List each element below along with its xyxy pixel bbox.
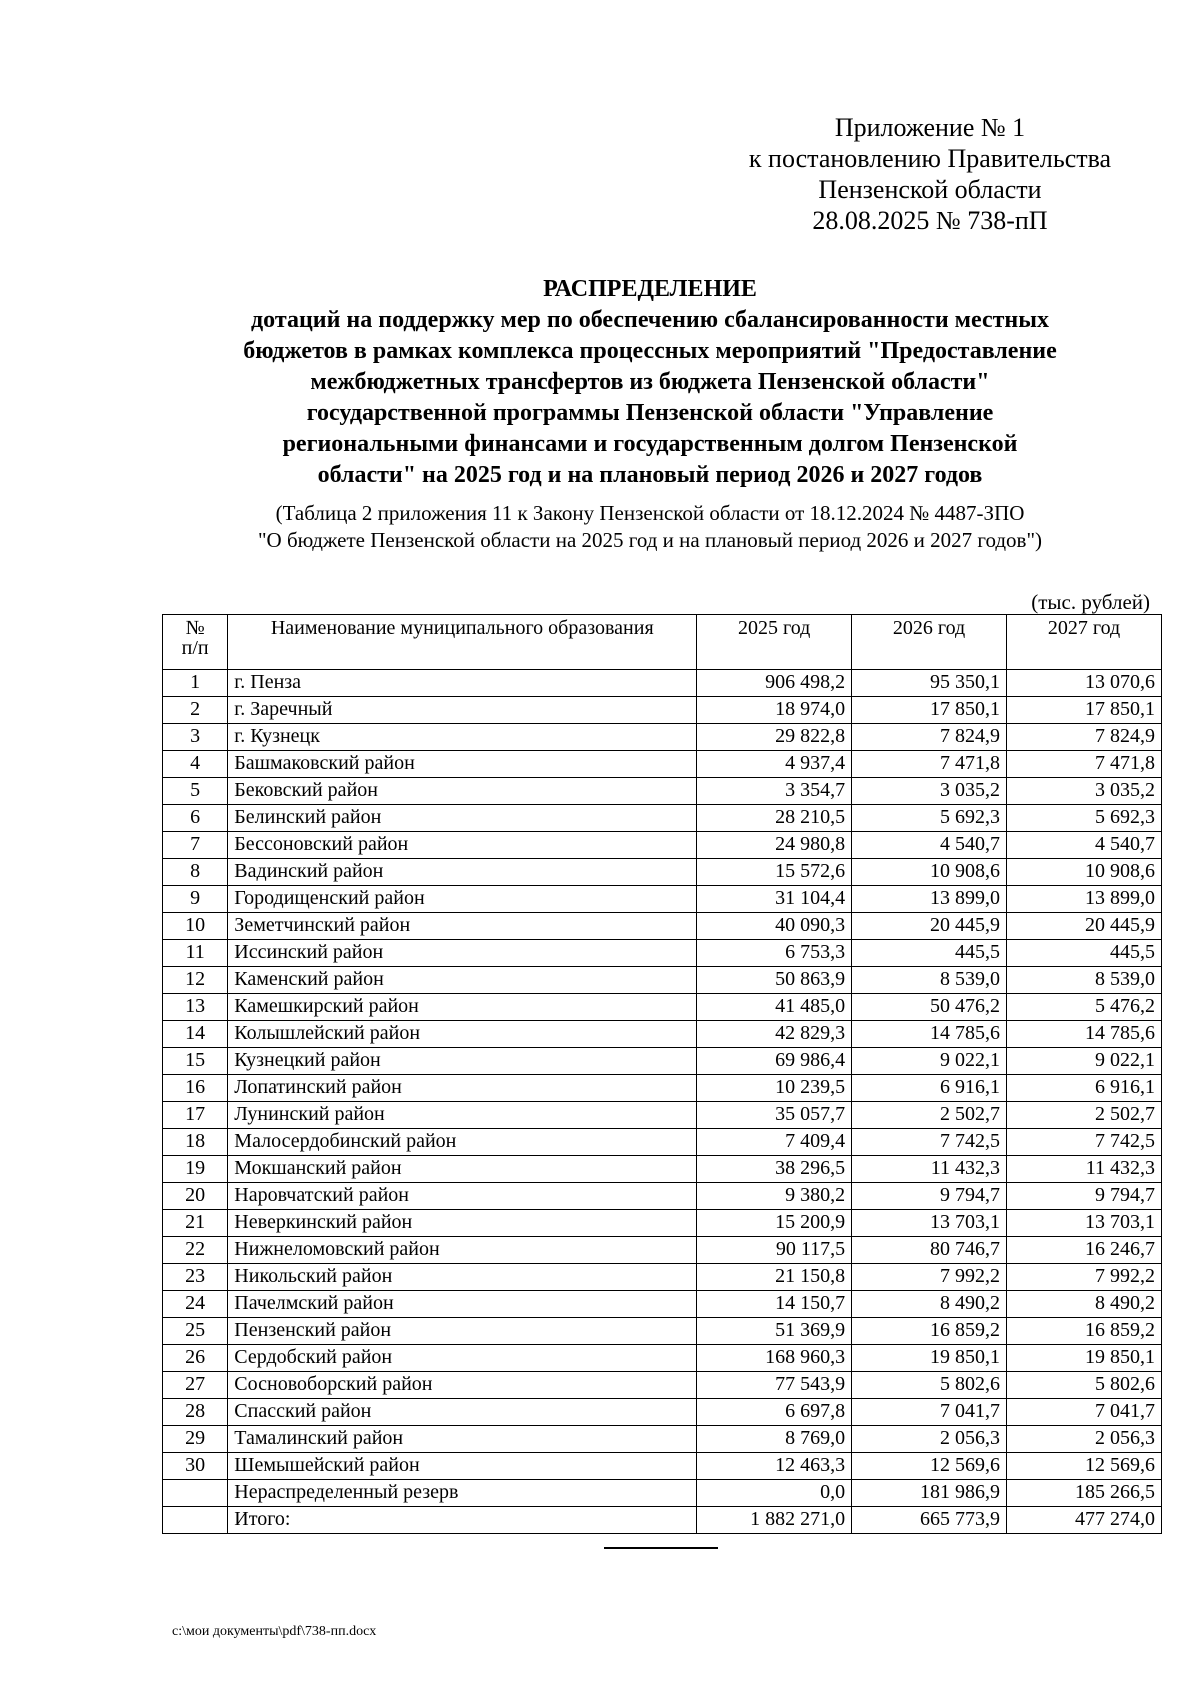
row-2026: 10 908,6 [852,859,1007,886]
row-2027: 2 502,7 [1007,1102,1162,1129]
row-2025: 35 057,7 [697,1102,852,1129]
row-name: Камешкирский район [228,994,697,1021]
row-2027: 13 070,6 [1007,670,1162,697]
row-2025: 69 986,4 [697,1048,852,1075]
row-2025: 4 937,4 [697,751,852,778]
row-2027: 7 992,2 [1007,1264,1162,1291]
table-row [163,724,1162,751]
table-row [163,670,1162,697]
row-2027: 13 899,0 [1007,886,1162,913]
table-body [163,670,1162,1534]
table-row [163,1318,1162,1345]
table-row [163,1183,1162,1210]
row-name: Каменский район [228,967,697,994]
row-number: 13 [163,994,228,1021]
header-2025: 2025 год [697,615,852,670]
row-2026: 20 445,9 [852,913,1007,940]
table-row [163,1075,1162,1102]
header-number-sign: № [185,617,205,639]
table-row [163,1237,1162,1264]
row-number [163,1507,228,1534]
table-row [163,1048,1162,1075]
row-2025: 3 354,7 [697,778,852,805]
row-name: Итого: [228,1507,697,1534]
row-2026: 2 056,3 [852,1426,1007,1453]
row-name: Нижнеломовский район [228,1237,697,1264]
file-path: c:\мои документы\pdf\738-пп.docx [172,1624,377,1639]
row-number: 11 [163,940,228,967]
row-2025: 40 090,3 [697,913,852,940]
row-name: Бековский район [228,778,697,805]
closing-divider [604,1547,718,1549]
title-line: области" на 2025 год и на плановый период 2026 и 2027 годов [317,462,983,488]
title-line: государственной программы Пензенской области "Управление [306,400,994,426]
table-row [163,1345,1162,1372]
table-row [163,940,1162,967]
row-2025: 15 200,9 [697,1210,852,1237]
row-number: 17 [163,1102,228,1129]
row-number: 6 [163,805,228,832]
row-2027: 8 490,2 [1007,1291,1162,1318]
row-number: 29 [163,1426,228,1453]
row-number: 10 [163,913,228,940]
row-2026: 5 692,3 [852,805,1007,832]
row-2026: 2 502,7 [852,1102,1007,1129]
row-2027: 4 540,7 [1007,832,1162,859]
row-2027: 11 432,3 [1007,1156,1162,1183]
row-2027: 2 056,3 [1007,1426,1162,1453]
row-2027: 477 274,0 [1007,1507,1162,1534]
table-row [163,1480,1162,1507]
row-name: г. Заречный [228,697,697,724]
row-2025: 29 822,8 [697,724,852,751]
row-2027: 5 692,3 [1007,805,1162,832]
row-2026: 7 992,2 [852,1264,1007,1291]
row-number: 4 [163,751,228,778]
row-name: Пачелмский район [228,1291,697,1318]
row-2025: 24 980,8 [697,832,852,859]
row-2026: 665 773,9 [852,1507,1007,1534]
row-2027: 20 445,9 [1007,913,1162,940]
row-name: Городищенский район [228,886,697,913]
row-number [163,1480,228,1507]
row-2026: 7 742,5 [852,1129,1007,1156]
row-2026: 4 540,7 [852,832,1007,859]
row-2027: 12 569,6 [1007,1453,1162,1480]
row-2027: 3 035,2 [1007,778,1162,805]
row-number: 5 [163,778,228,805]
header-number-abbr: п/п [181,637,209,659]
row-name: Земетчинский район [228,913,697,940]
row-name: Никольский район [228,1264,697,1291]
row-2026: 17 850,1 [852,697,1007,724]
row-name: Пензенский район [228,1318,697,1345]
row-number: 28 [163,1399,228,1426]
row-2025: 7 409,4 [697,1129,852,1156]
table-row [163,751,1162,778]
row-2025: 42 829,3 [697,1021,852,1048]
distribution-table [162,614,1162,1534]
row-2025: 6 753,3 [697,940,852,967]
table-row [163,1453,1162,1480]
row-2026: 12 569,6 [852,1453,1007,1480]
row-name: г. Пенза [228,670,697,697]
row-2026: 9 022,1 [852,1048,1007,1075]
row-2025: 14 150,7 [697,1291,852,1318]
row-number: 16 [163,1075,228,1102]
table-row [163,886,1162,913]
row-2026: 181 986,9 [852,1480,1007,1507]
row-name: Тамалинский район [228,1426,697,1453]
row-number: 21 [163,1210,228,1237]
table-row [163,994,1162,1021]
row-name: Лунинский район [228,1102,697,1129]
table-row [163,778,1162,805]
table-header-row [163,615,1162,670]
row-2025: 41 485,0 [697,994,852,1021]
row-2025: 18 974,0 [697,697,852,724]
row-number: 18 [163,1129,228,1156]
row-2026: 8 539,0 [852,967,1007,994]
row-2026: 5 802,6 [852,1372,1007,1399]
row-name: Неверкинский район [228,1210,697,1237]
row-number: 23 [163,1264,228,1291]
subtitle-line: (Таблица 2 приложения 11 к Закону Пензенской области от 18.12.2024 № 4487-ЗПО [275,501,1025,525]
row-2026: 9 794,7 [852,1183,1007,1210]
row-name: Сердобский район [228,1345,697,1372]
appendix-date-number: 28.08.2025 № 738-пП [812,206,1048,235]
row-2027: 9 022,1 [1007,1048,1162,1075]
row-2026: 3 035,2 [852,778,1007,805]
header-2027: 2027 год [1007,615,1162,670]
row-2026: 16 859,2 [852,1318,1007,1345]
row-2025: 38 296,5 [697,1156,852,1183]
row-2025: 168 960,3 [697,1345,852,1372]
table-row [163,967,1162,994]
title-line: бюджетов в рамках комплекса процессных мероприятий "Предоставление [243,338,1057,364]
table-row [163,1264,1162,1291]
row-number: 7 [163,832,228,859]
row-2026: 6 916,1 [852,1075,1007,1102]
row-name: Сосновоборский район [228,1372,697,1399]
row-name: Кузнецкий район [228,1048,697,1075]
row-number: 14 [163,1021,228,1048]
row-2027: 7 041,7 [1007,1399,1162,1426]
table-row [163,1399,1162,1426]
row-2026: 14 785,6 [852,1021,1007,1048]
row-2025: 15 572,6 [697,859,852,886]
row-number: 19 [163,1156,228,1183]
row-2027: 7 471,8 [1007,751,1162,778]
row-number: 15 [163,1048,228,1075]
row-2026: 7 471,8 [852,751,1007,778]
title-line: межбюджетных трансфертов из бюджета Пензенской области" [310,369,990,395]
appendix-reference: к постановлению Правительства [748,144,1112,173]
table-row [163,1129,1162,1156]
title-line: дотаций на поддержку мер по обеспечению сбалансированности местных [251,307,1049,333]
row-name: Спасский район [228,1399,697,1426]
table-row [163,832,1162,859]
table-row [163,1156,1162,1183]
row-number: 1 [163,670,228,697]
subtitle-line: "О бюджете Пензенской области на 2025 год и на плановый период 2026 и 2027 годов") [257,528,1043,552]
row-number: 22 [163,1237,228,1264]
table-row [163,805,1162,832]
table-row [163,913,1162,940]
row-2027: 10 908,6 [1007,859,1162,886]
row-2025: 906 498,2 [697,670,852,697]
row-name: Вадинский район [228,859,697,886]
appendix-header [720,112,1140,236]
row-name: Малосердобинский район [228,1129,697,1156]
title-line: региональными финансами и государственным долгом Пензенской [282,431,1018,457]
table-row [163,1426,1162,1453]
row-2027: 13 703,1 [1007,1210,1162,1237]
row-2027: 8 539,0 [1007,967,1162,994]
row-name: Нераспределенный резерв [228,1480,697,1507]
row-2027: 445,5 [1007,940,1162,967]
row-2025: 8 769,0 [697,1426,852,1453]
row-name: Колышлейский район [228,1021,697,1048]
row-2027: 7 742,5 [1007,1129,1162,1156]
title-heading: РАСПРЕДЕЛЕНИЕ [543,276,757,302]
row-number: 25 [163,1318,228,1345]
row-2025: 10 239,5 [697,1075,852,1102]
document-subtitle [150,500,1150,554]
row-2025: 31 104,4 [697,886,852,913]
row-name: Бессоновский район [228,832,697,859]
row-2027: 14 785,6 [1007,1021,1162,1048]
row-2025: 51 369,9 [697,1318,852,1345]
row-2025: 77 543,9 [697,1372,852,1399]
row-2025: 0,0 [697,1480,852,1507]
row-2026: 13 899,0 [852,886,1007,913]
row-2027: 6 916,1 [1007,1075,1162,1102]
row-2027: 185 266,5 [1007,1480,1162,1507]
row-2026: 19 850,1 [852,1345,1007,1372]
row-number: 26 [163,1345,228,1372]
table-row [163,697,1162,724]
row-2026: 7 824,9 [852,724,1007,751]
row-2026: 50 476,2 [852,994,1007,1021]
row-2025: 1 882 271,0 [697,1507,852,1534]
row-number: 30 [163,1453,228,1480]
appendix-region: Пензенской области [818,175,1042,204]
row-2026: 445,5 [852,940,1007,967]
row-2025: 21 150,8 [697,1264,852,1291]
row-2027: 5 476,2 [1007,994,1162,1021]
row-number: 3 [163,724,228,751]
row-2025: 6 697,8 [697,1399,852,1426]
row-2027: 9 794,7 [1007,1183,1162,1210]
header-name: Наименование муниципального образования [228,615,697,670]
row-2027: 7 824,9 [1007,724,1162,751]
row-2025: 28 210,5 [697,805,852,832]
row-2026: 11 432,3 [852,1156,1007,1183]
row-name: Белинский район [228,805,697,832]
row-number: 24 [163,1291,228,1318]
header-number [163,615,228,670]
row-number: 27 [163,1372,228,1399]
appendix-number: Приложение № 1 [834,113,1026,142]
row-2026: 95 350,1 [852,670,1007,697]
row-2027: 17 850,1 [1007,697,1162,724]
row-number: 9 [163,886,228,913]
row-name: Наровчатский район [228,1183,697,1210]
row-number: 20 [163,1183,228,1210]
table-row [163,1372,1162,1399]
row-2025: 12 463,3 [697,1453,852,1480]
row-2026: 80 746,7 [852,1237,1007,1264]
row-2025: 50 863,9 [697,967,852,994]
units-label: (тыс. рублей) [1031,590,1150,614]
table-row [163,1102,1162,1129]
row-name: г. Кузнецк [228,724,697,751]
row-2026: 8 490,2 [852,1291,1007,1318]
table-row [163,1291,1162,1318]
row-number: 2 [163,697,228,724]
header-2026: 2026 год [852,615,1007,670]
row-2027: 19 850,1 [1007,1345,1162,1372]
row-2025: 90 117,5 [697,1237,852,1264]
row-name: Лопатинский район [228,1075,697,1102]
row-name: Башмаковский район [228,751,697,778]
row-name: Шемышейский район [228,1453,697,1480]
row-2025: 9 380,2 [697,1183,852,1210]
row-2027: 16 246,7 [1007,1237,1162,1264]
table-row [163,1210,1162,1237]
table-row [163,1021,1162,1048]
row-2027: 5 802,6 [1007,1372,1162,1399]
table-row [163,1507,1162,1534]
row-name: Иссинский район [228,940,697,967]
row-number: 12 [163,967,228,994]
row-number: 8 [163,859,228,886]
document-title [150,274,1150,491]
row-name: Мокшанский район [228,1156,697,1183]
row-2026: 13 703,1 [852,1210,1007,1237]
row-2027: 16 859,2 [1007,1318,1162,1345]
table-row [163,859,1162,886]
row-2026: 7 041,7 [852,1399,1007,1426]
